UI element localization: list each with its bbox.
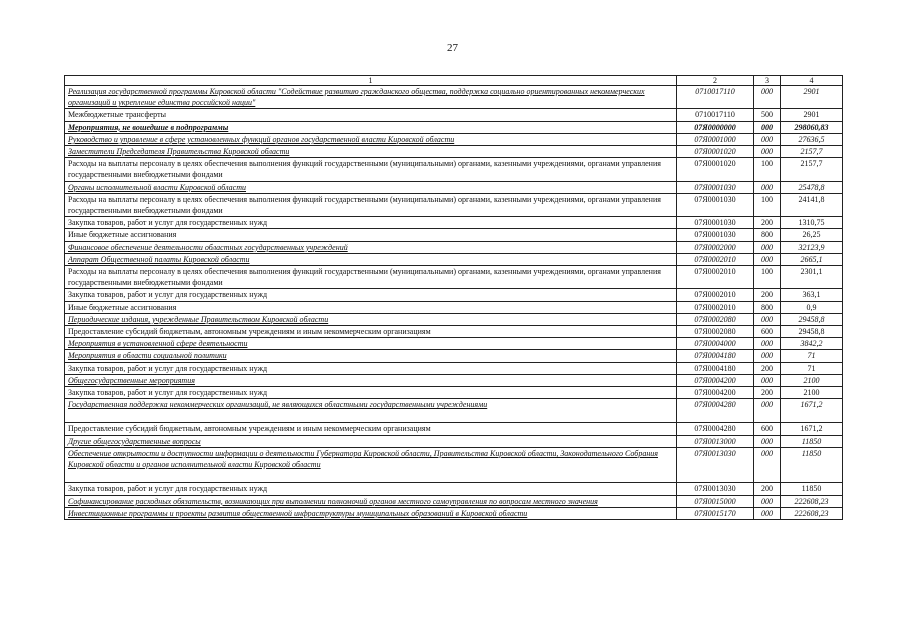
table-row <box>65 146 843 158</box>
row-code: 07Я0013000 <box>677 435 754 447</box>
row-name: Обеспечение открытости и доступности информации о деятельности Губернатора Кировской области, Правительства Кировской области, Законодательного Собрания Кировской области и органов исполнительной власти Кировской области <box>65 447 677 482</box>
row-type: 000 <box>754 447 781 482</box>
row-amount: 2301,1 <box>781 266 843 289</box>
header-col-4: 4 <box>781 76 843 86</box>
table-row <box>65 301 843 313</box>
row-name: Софинансирование расходных обязательств, возникающих при выполнении полномочий органов местного самоуправления по вопросам местного значения <box>65 495 677 507</box>
row-amount: 298060,83 <box>781 121 843 133</box>
row-type: 000 <box>754 241 781 253</box>
row-name: Заместители Председателя Правительства Кировской области <box>65 146 677 158</box>
row-name: Расходы на выплаты персоналу в целях обеспечения выполнения функций государственными (муниципальными) органами, казенными учреждениями, органами управления государственными внебюджетными фондами <box>65 266 677 289</box>
table-row <box>65 326 843 338</box>
table-row <box>65 387 843 399</box>
row-type: 000 <box>754 86 781 109</box>
row-name: Закупка товаров, работ и услуг для государственных нужд <box>65 387 677 399</box>
row-type: 100 <box>754 266 781 289</box>
row-name: Предоставление субсидий бюджетным, автономным учреждениям и иным некоммерческим организациям <box>65 423 677 435</box>
row-name: Государственная поддержка некоммерческих организаций, не являющихся областными государственными учреждениями <box>65 399 677 423</box>
table-row <box>65 350 843 362</box>
page-number: 27 <box>447 42 458 54</box>
row-name: Закупка товаров, работ и услуг для государственных нужд <box>65 289 677 301</box>
row-code: 07Я0001020 <box>677 158 754 181</box>
row-code: 07Я0004200 <box>677 387 754 399</box>
row-name: Мероприятия, не вошедшие в подпрограммы <box>65 121 677 133</box>
row-name: Финансовое обеспечение деятельности областных государственных учреждений <box>65 241 677 253</box>
row-type: 800 <box>754 229 781 241</box>
row-amount: 2157,7 <box>781 158 843 181</box>
row-name: Закупка товаров, работ и услуг для государственных нужд <box>65 483 677 495</box>
row-code: 07Я0001000 <box>677 133 754 145</box>
row-code: 07Я0002010 <box>677 289 754 301</box>
row-code: 07Я0001020 <box>677 146 754 158</box>
row-code: 07Я0004280 <box>677 399 754 423</box>
table-row <box>65 423 843 435</box>
table-row <box>65 447 843 482</box>
row-code: 07Я0001030 <box>677 217 754 229</box>
row-amount: 71 <box>781 362 843 374</box>
row-type: 500 <box>754 109 781 121</box>
row-type: 200 <box>754 483 781 495</box>
table-row <box>65 495 843 507</box>
row-type: 000 <box>754 350 781 362</box>
row-amount: 1671,2 <box>781 423 843 435</box>
row-amount: 2100 <box>781 374 843 386</box>
table-row <box>65 253 843 265</box>
row-amount: 26,25 <box>781 229 843 241</box>
row-code: 07Я0002080 <box>677 326 754 338</box>
header-col-1: 1 <box>65 76 677 86</box>
row-type: 200 <box>754 362 781 374</box>
row-type: 200 <box>754 387 781 399</box>
row-code: 07Я0004000 <box>677 338 754 350</box>
row-name: Межбюджетные трансферты <box>65 109 677 121</box>
header-col-3: 3 <box>754 76 781 86</box>
row-name: Реализация государственной программы Кировской области "Содействие развитию гражданского общества, поддержка социально ориентированных некоммерческих организаций и укрепление единства российской нации" <box>65 86 677 109</box>
row-name: Иные бюджетные ассигнования <box>65 229 677 241</box>
header-col-2: 2 <box>677 76 754 86</box>
row-type: 000 <box>754 146 781 158</box>
row-type: 000 <box>754 435 781 447</box>
row-name: Мероприятия в установленной сфере деятельности <box>65 338 677 350</box>
row-name: Периодические издания, учрежденные Правительством Кировской области <box>65 313 677 325</box>
table-row <box>65 313 843 325</box>
table-row <box>65 266 843 289</box>
table-row <box>65 483 843 495</box>
row-type: 200 <box>754 289 781 301</box>
row-code: 07Я0015000 <box>677 495 754 507</box>
row-name: Органы исполнительной власти Кировской области <box>65 181 677 193</box>
row-type: 000 <box>754 313 781 325</box>
row-code: 07Я0015170 <box>677 507 754 519</box>
table-row <box>65 399 843 423</box>
row-name: Инвестиционные программы и проекты развития общественной инфраструктуры муниципальных образований в Кировской области <box>65 507 677 519</box>
row-type: 100 <box>754 158 781 181</box>
row-code: 07Я0002000 <box>677 241 754 253</box>
table-row <box>65 86 843 109</box>
row-type: 000 <box>754 133 781 145</box>
table-row <box>65 507 843 519</box>
row-amount: 3842,2 <box>781 338 843 350</box>
row-name: Расходы на выплаты персоналу в целях обеспечения выполнения функций государственными (муниципальными) органами, казенными учреждениями, органами управления государственными внебюджетными фондами <box>65 158 677 181</box>
row-name: Руководство и управление в сфере установленных функций органов государственной власти Кировской области <box>65 133 677 145</box>
row-amount: 29458,8 <box>781 326 843 338</box>
row-amount: 24141,8 <box>781 193 843 216</box>
table-row <box>65 241 843 253</box>
row-amount: 2901 <box>781 86 843 109</box>
row-type: 000 <box>754 399 781 423</box>
row-amount: 0,9 <box>781 301 843 313</box>
row-amount: 11850 <box>781 435 843 447</box>
row-name: Аппарат Общественной палаты Кировской области <box>65 253 677 265</box>
row-type: 200 <box>754 217 781 229</box>
row-code: 07Я0001030 <box>677 193 754 216</box>
row-amount: 222608,23 <box>781 507 843 519</box>
row-type: 000 <box>754 374 781 386</box>
table-row <box>65 133 843 145</box>
row-amount: 27636,5 <box>781 133 843 145</box>
table-row <box>65 374 843 386</box>
row-type: 000 <box>754 181 781 193</box>
row-amount: 363,1 <box>781 289 843 301</box>
row-code: 07Я0002010 <box>677 253 754 265</box>
table-row <box>65 229 843 241</box>
row-name: Мероприятия в области социальной политики <box>65 350 677 362</box>
row-amount: 11850 <box>781 483 843 495</box>
row-type: 100 <box>754 193 781 216</box>
row-code: 07Я0013030 <box>677 483 754 495</box>
row-code: 07Я0002010 <box>677 301 754 313</box>
table-row <box>65 109 843 121</box>
budget-table <box>64 75 843 520</box>
row-amount: 2901 <box>781 109 843 121</box>
row-amount: 2157,7 <box>781 146 843 158</box>
table-row <box>65 289 843 301</box>
row-code: 07Я0002080 <box>677 313 754 325</box>
row-name: Общегосударственные мероприятия <box>65 374 677 386</box>
row-code: 0710017110 <box>677 86 754 109</box>
row-name: Закупка товаров, работ и услуг для государственных нужд <box>65 362 677 374</box>
row-name: Предоставление субсидий бюджетным, автономным учреждениям и иным некоммерческим организациям <box>65 326 677 338</box>
row-code: 07Я0004280 <box>677 423 754 435</box>
row-type: 800 <box>754 301 781 313</box>
row-code: 07Я0004180 <box>677 350 754 362</box>
table-header-row <box>65 76 843 86</box>
row-amount: 2100 <box>781 387 843 399</box>
table-row <box>65 121 843 133</box>
row-type: 000 <box>754 121 781 133</box>
row-type: 000 <box>754 253 781 265</box>
table-row <box>65 338 843 350</box>
table-row <box>65 362 843 374</box>
row-name: Закупка товаров, работ и услуг для государственных нужд <box>65 217 677 229</box>
table-row <box>65 435 843 447</box>
row-amount: 25478,8 <box>781 181 843 193</box>
row-code: 07Я0002010 <box>677 266 754 289</box>
table-row <box>65 193 843 216</box>
row-type: 000 <box>754 495 781 507</box>
row-amount: 71 <box>781 350 843 362</box>
row-code: 07Я0001030 <box>677 229 754 241</box>
row-amount: 2665,1 <box>781 253 843 265</box>
row-type: 600 <box>754 326 781 338</box>
row-code: 07Я0001030 <box>677 181 754 193</box>
row-type: 000 <box>754 338 781 350</box>
row-amount: 222608,23 <box>781 495 843 507</box>
table-row <box>65 181 843 193</box>
row-amount: 1671,2 <box>781 399 843 423</box>
row-code: 07Я0000000 <box>677 121 754 133</box>
row-code: 0710017110 <box>677 109 754 121</box>
row-code: 07Я0004180 <box>677 362 754 374</box>
row-type: 600 <box>754 423 781 435</box>
row-code: 07Я0013030 <box>677 447 754 482</box>
table-row <box>65 158 843 181</box>
row-amount: 29458,8 <box>781 313 843 325</box>
row-code: 07Я0004200 <box>677 374 754 386</box>
row-name: Иные бюджетные ассигнования <box>65 301 677 313</box>
row-name: Расходы на выплаты персоналу в целях обеспечения выполнения функций государственными (муниципальными) органами, казенными учреждениями, органами управления государственными внебюджетными фондами <box>65 193 677 216</box>
row-type: 000 <box>754 507 781 519</box>
table-row <box>65 217 843 229</box>
row-name: Другие общегосударственные вопросы <box>65 435 677 447</box>
row-amount: 1310,75 <box>781 217 843 229</box>
row-amount: 11850 <box>781 447 843 482</box>
row-amount: 32123,9 <box>781 241 843 253</box>
